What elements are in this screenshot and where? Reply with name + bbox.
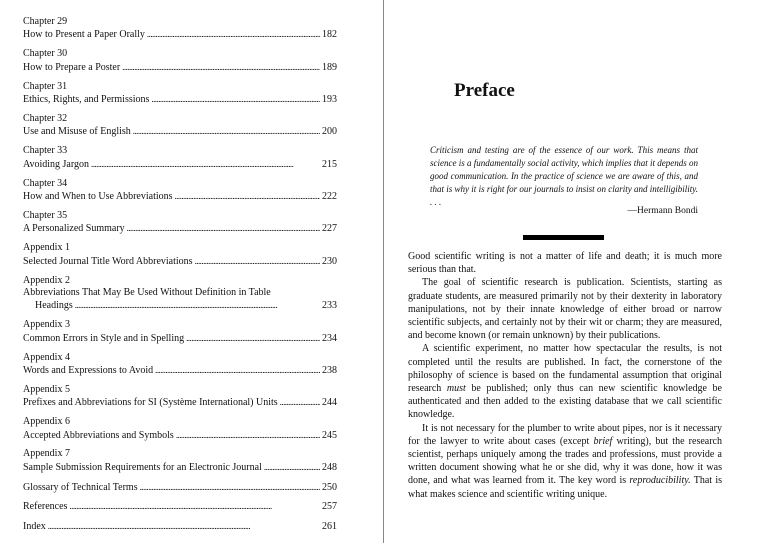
toc-title: Words and Expressions to Avoid	[23, 364, 154, 376]
preface-body	[408, 250, 722, 501]
toc-page-number: 234	[322, 332, 337, 344]
epigraph-quote: Criticism and testing are of the essence of our work. This means that science is a fundamentally social activity, which implies that it depends on good communication. In the practice of science we are aware of this, and that is why it is right for our journals to insist on clarity and intelligibility. . . .	[430, 145, 698, 207]
toc-entry	[23, 210, 337, 236]
toc-label: Chapter 34	[23, 177, 68, 189]
paragraph-text: writing), but the research scientist, perhaps uniquely among the trades and professions, must provide a written document showing what he or she did, why it was done, how it was done, and what was learned from it. The key word is	[408, 435, 722, 487]
toc-entry	[23, 319, 337, 345]
toc-entry	[23, 242, 337, 268]
dot-leader	[75, 299, 320, 312]
paragraph: Good scientific writing is not a matter of life and death; it is much more serious than that.	[408, 251, 722, 276]
toc-title: Accepted Abbreviations and Symbols	[23, 429, 174, 441]
toc-entry	[23, 145, 337, 171]
toc-title: How to Present a Paper Orally	[23, 29, 145, 41]
emphasis: reproducibility.	[629, 475, 691, 487]
dot-leader	[155, 364, 320, 377]
toc-title: Use and Misuse of English	[23, 126, 131, 138]
emphasis: brief	[593, 435, 613, 447]
dot-leader	[186, 332, 320, 345]
dot-leader	[122, 61, 320, 74]
toc-line	[23, 332, 337, 345]
toc-title: A Personalized Summary	[23, 223, 125, 235]
toc-line	[23, 125, 337, 138]
dot-leader	[280, 396, 320, 409]
toc-entry	[23, 48, 337, 74]
dot-leader	[91, 158, 320, 171]
toc-line	[23, 28, 337, 41]
toc-title: How to Prepare a Poster	[23, 61, 121, 73]
toc-title: References	[23, 501, 68, 513]
toc-title: How and When to Use Abbreviations	[23, 190, 173, 202]
toc-entry	[23, 178, 337, 204]
toc-title: Glossary of Technical Terms	[23, 481, 138, 493]
toc-page-number: 189	[322, 61, 337, 73]
toc-entry	[23, 352, 337, 378]
toc-label: Appendix 2	[23, 274, 70, 286]
toc-line	[23, 481, 337, 494]
dot-leader	[147, 28, 320, 41]
toc-label: Appendix 7	[23, 448, 70, 460]
toc-page-number: 257	[322, 501, 337, 513]
toc-title: Selected Journal Title Word Abbreviations	[23, 255, 193, 267]
toc-title: Headings	[35, 300, 73, 312]
dot-leader	[133, 125, 320, 138]
toc-label: Chapter 30	[23, 48, 68, 60]
dot-leader	[176, 429, 320, 442]
toc-label: Chapter 29	[23, 16, 68, 27]
preface-page	[384, 0, 768, 543]
toc-page-number: 182	[322, 29, 337, 41]
toc-title: Prefixes and Abbreviations for SI (Système International) Units	[23, 397, 278, 409]
toc-title: Avoiding Jargon	[23, 158, 90, 170]
toc-title: Index	[23, 520, 46, 532]
epigraph-attribution: —Hermann Bondi	[627, 206, 698, 216]
toc-page-number: 193	[322, 94, 337, 106]
toc-page-number: 233	[322, 300, 337, 312]
toc-line	[23, 500, 337, 513]
toc-label: Appendix 1	[23, 242, 70, 254]
preface-title: Preface	[454, 80, 515, 101]
toc-line	[23, 190, 337, 203]
toc-page-number: 238	[322, 364, 337, 376]
toc-line	[23, 364, 337, 377]
dot-leader	[140, 481, 320, 494]
toc-page-number: 244	[322, 397, 337, 409]
toc-line	[23, 520, 337, 533]
dot-leader	[69, 500, 320, 513]
toc-label: Chapter 33	[23, 145, 68, 157]
toc-title: Common Errors in Style and in Spelling	[23, 332, 185, 344]
toc-entry	[23, 448, 337, 474]
dot-leader	[151, 93, 320, 106]
paragraph-text: It is not necessary for the plumber to write about pipes, nor is it necessary for the lawyer to write about cases (except	[408, 422, 722, 447]
toc-label: Chapter 31	[23, 80, 68, 92]
dot-leader	[175, 190, 320, 203]
toc-entry	[23, 481, 337, 494]
dot-leader	[127, 222, 320, 235]
toc-page	[0, 0, 383, 543]
paragraph-text: That is what makes science and scientific writing unique.	[408, 475, 722, 500]
toc-line	[23, 429, 337, 442]
toc-page-number: 227	[322, 223, 337, 235]
toc-page-number: 261	[322, 520, 337, 532]
toc-line	[23, 93, 337, 106]
toc-page-number: 248	[322, 461, 337, 473]
toc-line	[23, 461, 337, 474]
toc-entry	[23, 384, 337, 410]
paragraph	[408, 422, 722, 501]
toc-page-number: 250	[322, 481, 337, 493]
toc-entry	[23, 520, 337, 533]
toc-label: Appendix 6	[23, 416, 70, 428]
paragraph-text: A scientific experiment, no matter how spectacular the results, is not completed until the results are published. In fact, the cornerstone of the philosophy of science is based on the fundamental assumption that original research	[408, 343, 722, 395]
toc-line	[23, 299, 337, 312]
toc-label: Chapter 35	[23, 209, 68, 221]
toc-page-number: 222	[322, 190, 337, 202]
dot-leader	[264, 461, 320, 474]
toc-title: Ethics, Rights, and Permissions	[23, 94, 150, 106]
paragraph	[408, 342, 722, 421]
paragraph-text: be published; only thus can new scientific knowledge be authenticated and then added to the existing database that we call scientific knowledge.	[408, 383, 722, 421]
toc-entry	[23, 81, 337, 107]
dot-leader	[48, 520, 320, 533]
toc-entry	[23, 16, 337, 42]
toc-label: Chapter 32	[23, 112, 68, 124]
toc-page-number: 200	[322, 126, 337, 138]
toc-entry	[23, 416, 337, 442]
emphasis: must	[446, 383, 466, 395]
toc-title: Sample Submission Requirements for an Electronic Journal	[23, 461, 262, 473]
toc-label: Appendix 5	[23, 383, 70, 395]
dot-leader	[195, 255, 320, 268]
toc-line	[23, 61, 337, 74]
toc-page-number: 215	[322, 158, 337, 170]
toc-entry	[23, 113, 337, 139]
toc-line	[23, 255, 337, 268]
section-rule	[523, 235, 604, 240]
toc-line	[23, 158, 337, 171]
toc-line	[23, 222, 337, 235]
paragraph: The goal of scientific research is publication. Scientists, starting as graduate students, are measured primarily not by their dexterity in laboratory manipulations, not by their innate knowledge of either broad or narrow scientific subjects, and certainly not by their wit or charm; they are measured, and become known (or remain unknown) by their publications.	[408, 277, 722, 342]
toc-title: Abbreviations That May Be Used Without Definition in Table	[23, 286, 271, 298]
toc-line	[23, 396, 337, 409]
toc-label: Appendix 4	[23, 351, 70, 363]
toc-entry	[23, 500, 337, 513]
toc-page-number: 245	[322, 429, 337, 441]
toc-label: Appendix 3	[23, 319, 70, 331]
toc-page-number: 230	[322, 255, 337, 267]
toc-entry	[23, 275, 337, 313]
table-of-contents	[23, 16, 337, 539]
